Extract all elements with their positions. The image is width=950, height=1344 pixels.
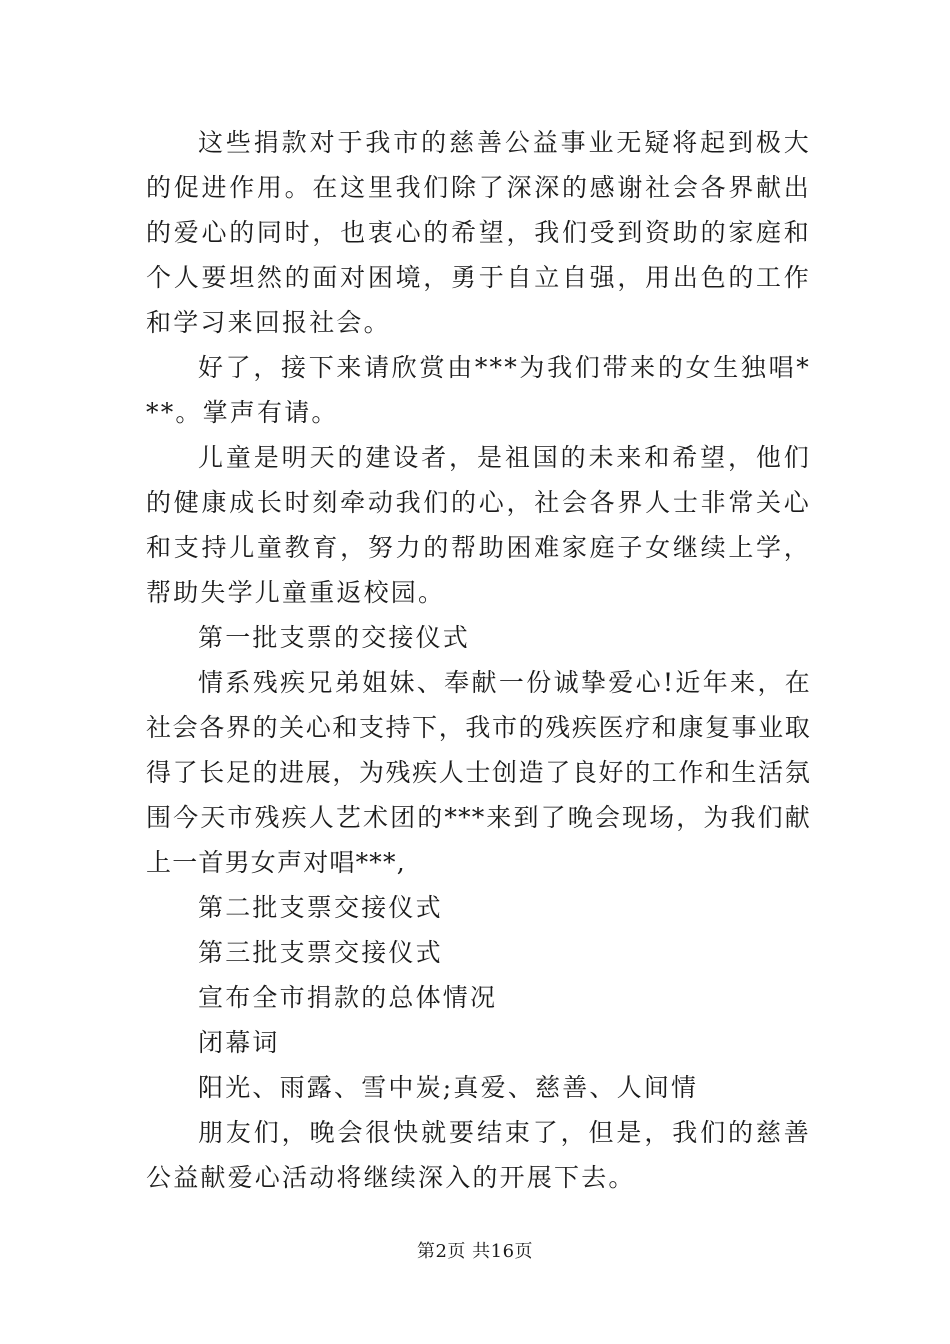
paragraph-first-batch-cheques: 第一批支票的交接仪式	[198, 623, 471, 652]
paragraph-closing-speech: 闭幕词	[198, 1028, 280, 1057]
paragraph-farewell: 朋友们，晚会很快就要结束了，但是，我们的慈善公益献爱心活动将继续深入的开展下去。	[146, 1118, 811, 1192]
paragraph-children: 儿童是明天的建设者，是祖国的未来和希望，他们的健康成长时刻牵动我们的心，社会各界人士非常关心和支持儿童教育，努力的帮助困难家庭子女继续上学，帮助失学儿童重返校园。	[146, 443, 811, 607]
paragraph-third-batch-cheques: 第三批支票交接仪式	[198, 938, 443, 967]
paragraph-disabled-care: 情系残疾兄弟姐妹、奉献一份诚挚爱心!近年来，在社会各界的关心和支持下，我市的残疾医疗和康复事业取得了长足的进展，为残疾人士创造了良好的工作和生活氛围今天市残疾人艺术团的***来到了晚会现场，为我们献上一首男女声对唱***,	[146, 668, 811, 877]
paragraph-donations-effect: 这些捐款对于我市的慈善公益事业无疑将起到极大的促进作用。在这里我们除了深深的感谢社会各界献出的爱心的同时，也衷心的希望，我们受到资助的家庭和个人要坦然的面对困境，勇于自立自强，用出色的工作和学习来回报社会。	[146, 128, 811, 337]
paragraph-total-donations: 宣布全市捐款的总体情况	[198, 983, 498, 1012]
page-number-footer: 第2页 共16页	[416, 1241, 534, 1262]
paragraph-slogan: 阳光、雨露、雪中炭;真爱、慈善、人间情	[198, 1073, 699, 1102]
document-body	[146, 120, 811, 1200]
paragraph-female-solo: 好了，接下来请欣赏由***为我们带来的女生独唱***。掌声有请。	[146, 353, 811, 427]
paragraph-second-batch-cheques: 第二批支票交接仪式	[198, 893, 443, 922]
